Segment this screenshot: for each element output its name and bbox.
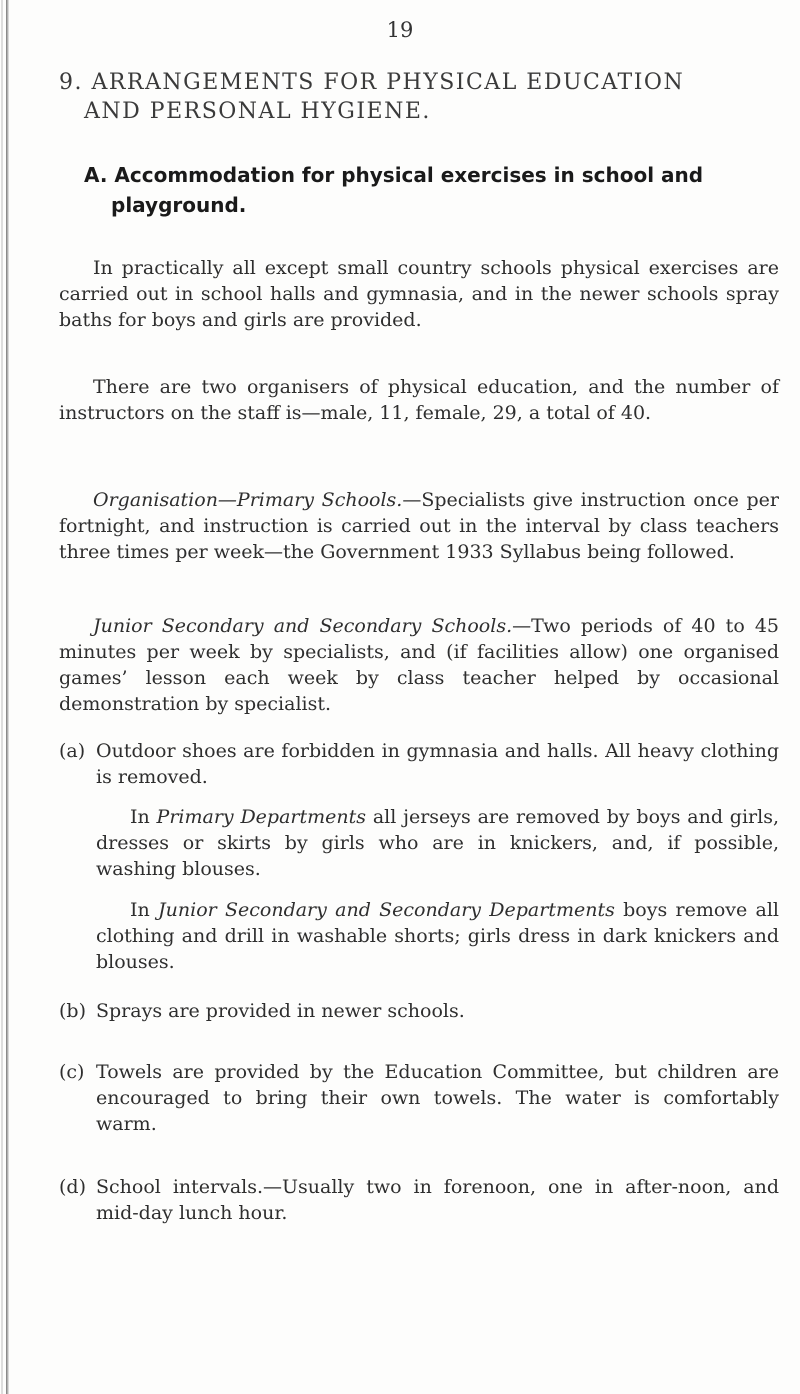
- paragraph-organisers: There are two organisers of physical education, and the number of instructors on the staff is—male, 11, female, 29, a total of 40.: [59, 376, 779, 424]
- primary-schools-title: Organisation—Primary Schools.: [93, 489, 403, 511]
- paragraph-primary-schools: Organisation—Primary Schools.—Specialists give instruction once per fortnight, and instruction is carried out in the interval by class teachers three times per week—the Government 1933 Syllabus being followed.: [59, 489, 779, 563]
- list-item-label: (d): [59, 1176, 86, 1198]
- primary-departments-title: Primary Departments: [156, 806, 367, 828]
- subsection-heading: [84, 160, 764, 220]
- list-item-b: (b) Sprays are provided in newer schools.: [59, 1000, 465, 1022]
- section-heading-line2: AND PERSONAL HYGIENE.: [84, 99, 431, 124]
- list-item-label: (b): [59, 1000, 86, 1022]
- paragraph-accommodation: In practically all except small country schools physical exercises are carried out in school halls and gymnasia, and in the newer schools spray baths for boys and girls are provided.: [59, 257, 779, 331]
- section-heading-line1: 9. ARRANGEMENTS FOR PHYSICAL EDUCATION: [59, 70, 685, 95]
- section-heading: [59, 68, 779, 126]
- secondary-schools-title: Junior Secondary and Secondary Schools.: [93, 615, 513, 637]
- page-number: 19: [386, 18, 414, 42]
- subsection-heading-line1: A. Accommodation for physical exercises in school and: [84, 163, 704, 187]
- secondary-departments-title: Junior Secondary and Secondary Departments: [158, 899, 615, 921]
- subsection-heading-line2: playground.: [111, 193, 247, 217]
- paragraph-primary-departments: In Primary Departments all jerseys are removed by boys and girls, dresses or skirts by girls who are in knickers, and, if possible, washing blouses.: [96, 806, 779, 880]
- list-item-a: (a) Outdoor shoes are forbidden in gymnasia and halls. All heavy clothing is removed.: [59, 740, 779, 788]
- list-item-d: (d) School intervals.—Usually two in forenoon, one in after-noon, and mid-day lunch hour.: [59, 1176, 779, 1224]
- list-item-label: (c): [59, 1061, 85, 1083]
- paragraph-secondary-schools: Junior Secondary and Secondary Schools.—Two periods of 40 to 45 minutes per week by specialists, and (if facilities allow) one organised games’ lesson each week by class teacher helped by occasional demonstration by specialist.: [59, 615, 780, 715]
- page-edge-shadow: [1, 0, 3, 1394]
- page-binding-edge: [6, 0, 9, 1394]
- list-item-c: (c) Towels are provided by the Education Committee, but children are encouraged to bring their own towels. The water is comfortably warm.: [59, 1061, 779, 1135]
- paragraph-secondary-departments: In Junior Secondary and Secondary Departments boys remove all clothing and drill in washable shorts; girls dress in dark knickers and blouses.: [96, 899, 780, 973]
- list-item-label: (a): [59, 740, 86, 762]
